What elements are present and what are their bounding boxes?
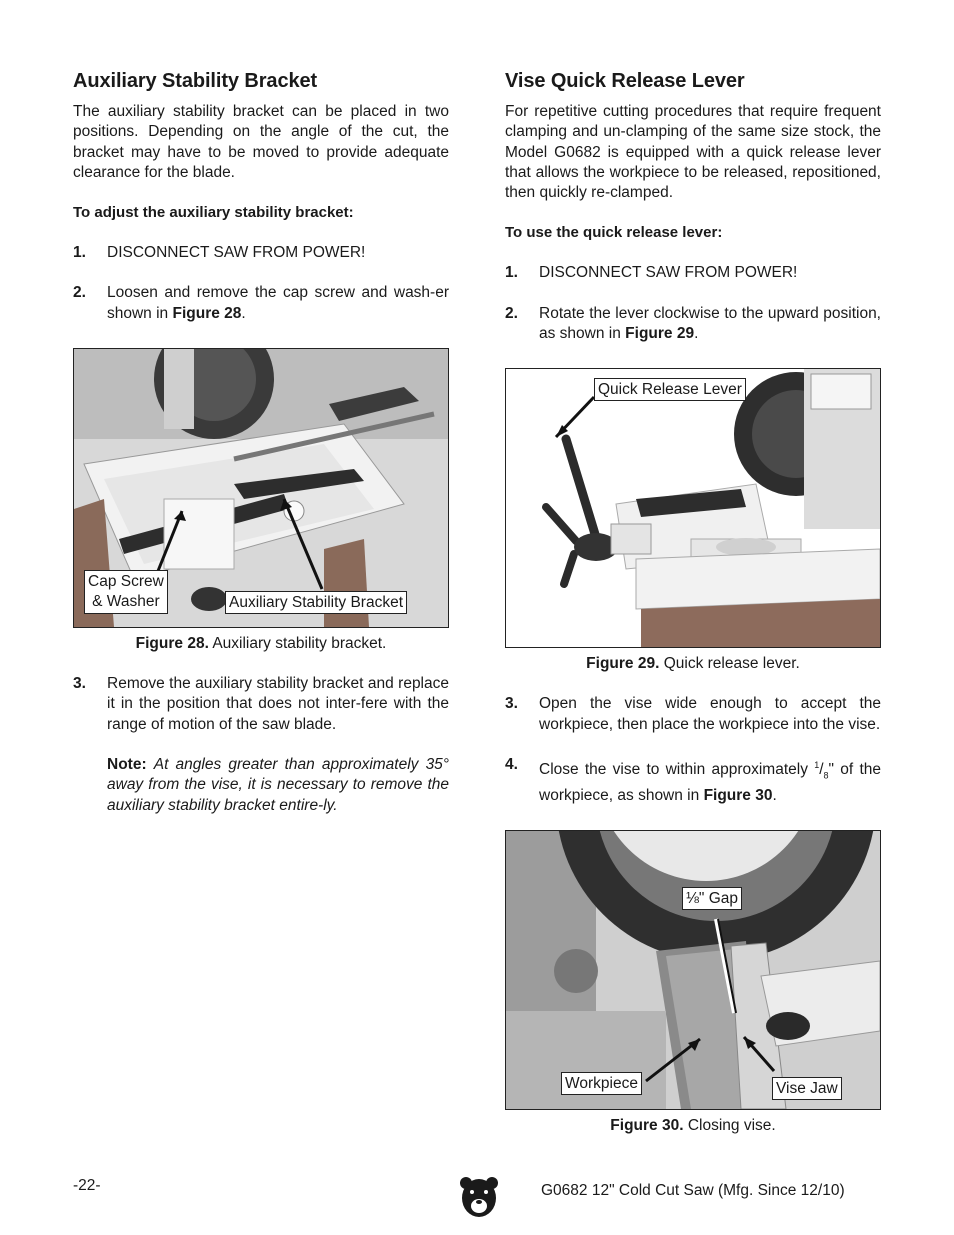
callout-vise-jaw: Vise Jaw — [772, 1077, 842, 1100]
right-column — [505, 66, 881, 1136]
section-heading-bracket: Auxiliary Stability Bracket — [73, 70, 318, 92]
bracket-step-1: 1. DISCONNECT SAW FROM POWER! — [73, 244, 366, 262]
figure-29-caption: Figure 29. Quick release lever. — [586, 655, 800, 673]
bracket-step-3: 3. Remove the auxiliary stability bracket and replace it in the position that does not inter-fere with the range of motion of the saw blade. — [73, 675, 449, 733]
model-footer: G0682 12" Cold Cut Saw (Mfg. Since 12/10) — [541, 1182, 845, 1199]
callout-quick-release-lever: Quick Release Lever — [594, 378, 746, 401]
grizzly-bear-logo-icon — [459, 1176, 499, 1225]
quick-release-intro: For repetitive cutting procedures that require frequent clamping and un-clamping of the same size stock, the Model G0682 is equipped with a quick release lever that allows the workpiece to be released, repositioned, then quickly re-clamped. — [505, 103, 881, 202]
figure-30-caption: Figure 30. Closing vise. — [610, 1116, 776, 1134]
figure-ref-28: Figure 28 — [172, 304, 242, 322]
closing-vise-illustration — [506, 831, 880, 1109]
bracket-intro: The auxiliary stability bracket can be placed in two positions. Depending on the angle of the cut, the bracket may have to be moved to provide adequate clearance for the blade. — [73, 103, 449, 181]
quick-release-lever-illustration — [506, 369, 880, 647]
lever-step-4: 4. Close the vise to within approximately $^1/_8$" of the workpiece, as shown in Figure 30. — [505, 755, 881, 804]
section-heading-quick-release: Vise Quick Release Lever — [505, 70, 745, 92]
note-label: Note: — [107, 755, 147, 773]
figure-28-caption: Figure 28. Auxiliary stability bracket. — [135, 635, 387, 653]
page-number: -22- — [73, 1177, 101, 1194]
left-column — [73, 66, 449, 816]
figure-ref-30: Figure 30 — [703, 786, 773, 804]
callout-gap: ⅛" Gap — [682, 887, 742, 910]
figure-30-image — [505, 830, 881, 1110]
figure-ref-29: Figure 29 — [625, 325, 695, 343]
figure-28-image — [73, 348, 449, 628]
callout-auxiliary-bracket: Auxiliary Stability Bracket — [225, 591, 407, 614]
quick-release-procedure-heading: To use the quick release lever: — [505, 224, 723, 242]
figure-29-image — [505, 368, 881, 648]
lever-step-2: 2. Rotate the lever clockwise to the upward position, as shown in Figure 29. — [505, 304, 881, 343]
bracket-note — [73, 755, 449, 816]
lever-step-3: 3. Open the vise wide enough to accept the workpiece, then place the workpiece into the vise. — [505, 695, 881, 733]
callout-workpiece: Workpiece — [561, 1072, 642, 1095]
bracket-step-2: 2. Loosen and remove the cap screw and wash-er shown in Figure 28. — [73, 284, 449, 322]
lever-step-1: 1. DISCONNECT SAW FROM POWER! — [505, 264, 798, 282]
note-text: At angles greater than approximately 35° away from the vise, it is necessary to remove the auxiliary stability bracket entire-ly. — [107, 755, 450, 814]
callout-cap-screw: Cap Screw & Washer — [84, 570, 168, 614]
bracket-procedure-heading: To adjust the auxiliary stability bracket: — [73, 204, 354, 222]
